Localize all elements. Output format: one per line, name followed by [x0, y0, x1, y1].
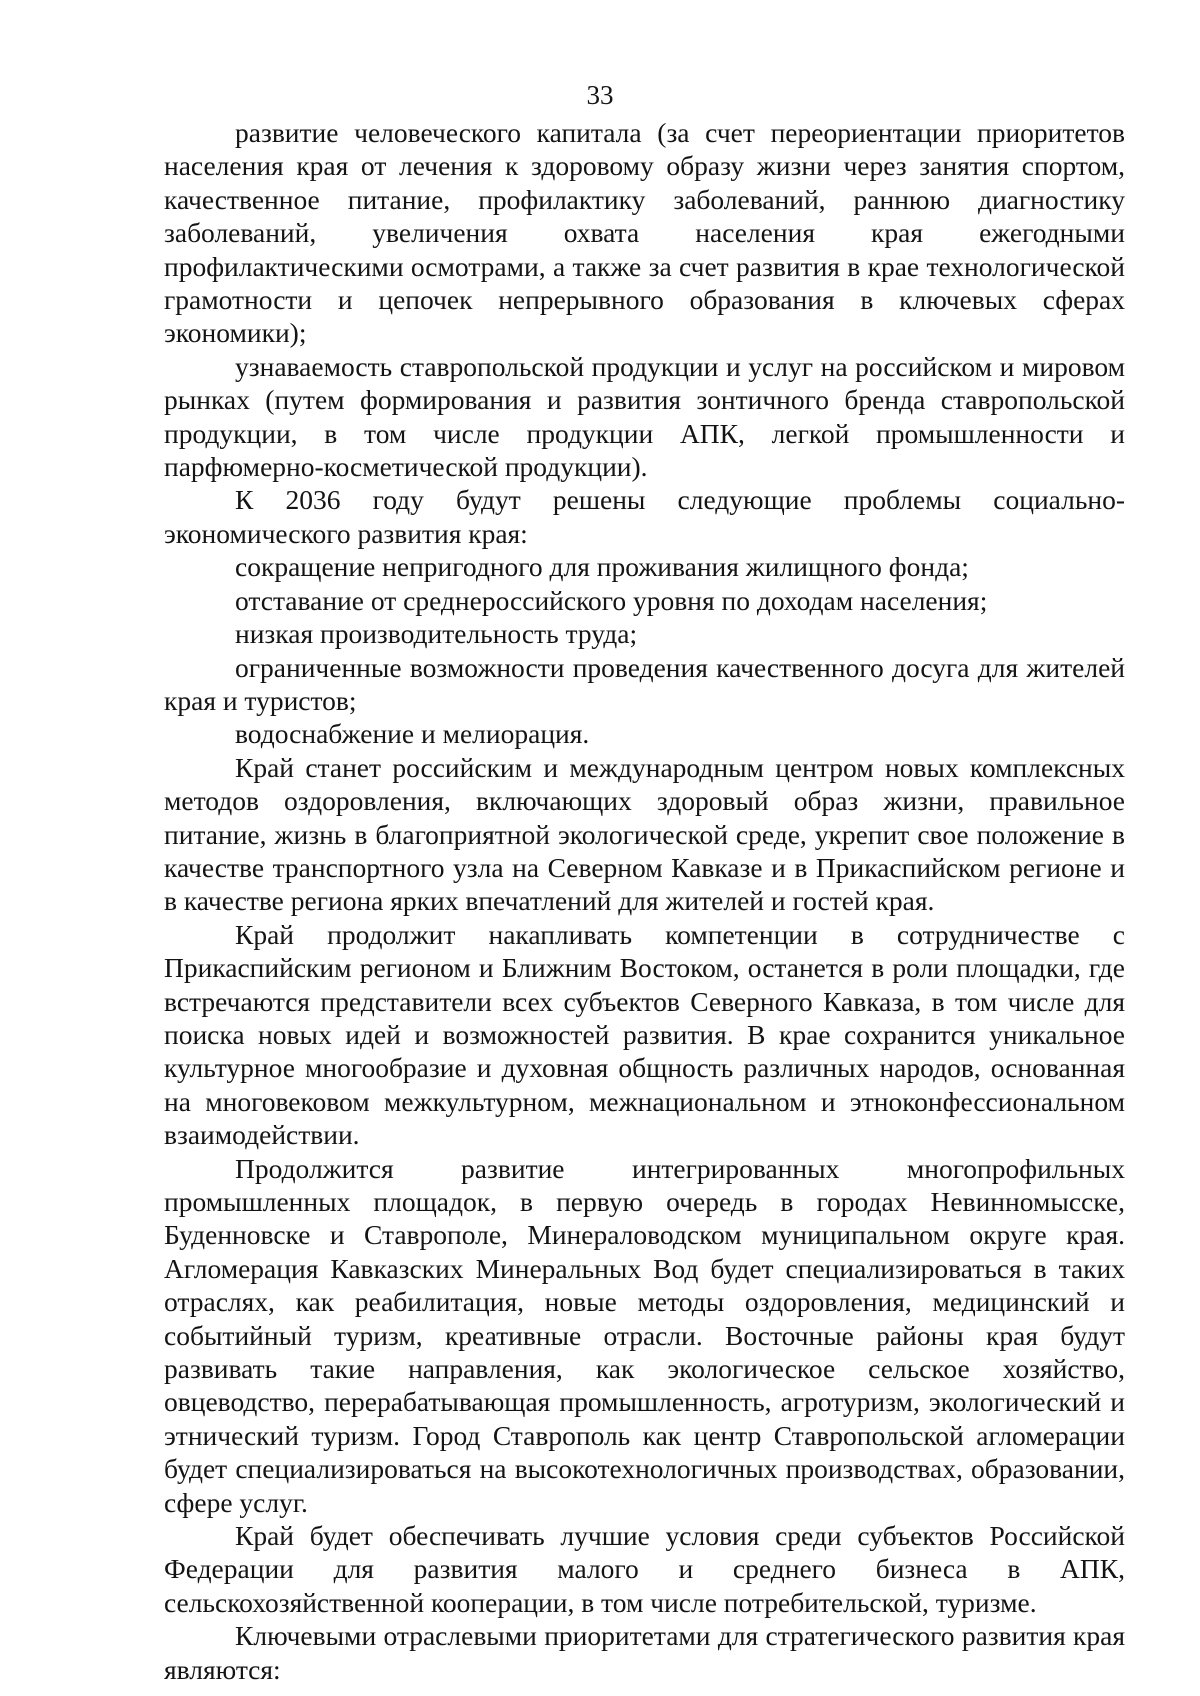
document-body: [164, 116, 1125, 1686]
paragraph-small-business: Край будет обеспечивать лучшие условия среди субъектов Российской Федерации для развития малого и среднего бизнеса в АПК, сельскохозяйственной кооперации, в том числе потребительской, туризме.: [164, 1520, 1125, 1618]
list-item-productivity: низкая производительность труда;: [235, 618, 638, 650]
page-number: 33: [586, 80, 614, 110]
paragraph-product-recognition: узнаваемость ставропольской продукции и услуг на российском и мировом рынках (путем формирования и развития зонтичного бренда ставропольской продукции, в том числе продукции АПК, легкой промышленности и парфюмерно-косметической продукции).: [164, 350, 1125, 483]
paragraph-competencies: Край продолжит накапливать компетенции в сотрудничестве с Прикаспийским регионом и Ближним Востоком, останется в роли площадки, где встречаются представители всех субъектов Северного Кавказа, в том числе для поиска новых идей и возможностей развития. В крае сохранится уникальное культурное многообразие и духовная общность различных народов, основанная на многовековом межкультурном, межнациональном и этноконфессиональном взаимодействии.: [164, 918, 1125, 1151]
paragraph-human-capital: развитие человеческого капитала (за счет переориентации приоритетов населения края от лечения к здоровому образу жизни через занятия спортом, качественное питание, профилактику заболеваний, раннюю диагностику заболеваний, увеличения охвата населения края ежегодными профилактическими осмотрами, а также за счет развития в крае технологической грамотности и цепочек непрерывного образования в ключевых сферах экономики);: [164, 117, 1125, 349]
list-item-water: водоснабжение и мелиорация.: [235, 718, 590, 750]
list-item-income: отставание от среднероссийского уровня по доходам населения;: [235, 584, 988, 616]
paragraph-health-center: Край станет российским и международным центром новых комплексных методов оздоровления, включающих здоровый образ жизни, правильное питание, жизнь в благоприятной экологической среде, укрепит свое положение в качестве транспортного узла на Северном Кавказе и в Прикаспийском регионе и в качестве региона ярких впечатлений для жителей и гостей края.: [164, 751, 1125, 917]
paragraph-priorities-intro: Ключевыми отраслевыми приоритетами для стратегического развития края являются:: [164, 1620, 1125, 1685]
list-item-housing: сокращение непригодного для проживания жилищного фонда;: [235, 551, 969, 583]
paragraph-industrial-sites: Продолжится развитие интегрированных многопрофильных промышленных площадок, в первую очередь в городах Невинномысске, Буденновске и Ставрополе, Минераловодском муниципальном округе края. Агломерация Кавказских Минеральных Вод будет специализироваться в таких отраслях, как реабилитация, новые методы оздоровления, медицинский и событийный туризм, креативные отрасли. Восточные районы края будут развивать такие направления, как экологическое сельское хозяйство, овцеводство, перерабатывающая промышленность, агротуризм, экологический и этнический туризм. Город Ставрополь как центр Ставропольской агломерации будет специализироваться на высокотехнологичных производствах, образовании, сфере услуг.: [164, 1152, 1125, 1518]
list-item-leisure: ограниченные возможности проведения качественного досуга для жителей края и туристов;: [164, 651, 1125, 716]
paragraph-problems-intro: К 2036 году будут решены следующие проблемы социально-экономического развития края:: [164, 484, 1125, 549]
